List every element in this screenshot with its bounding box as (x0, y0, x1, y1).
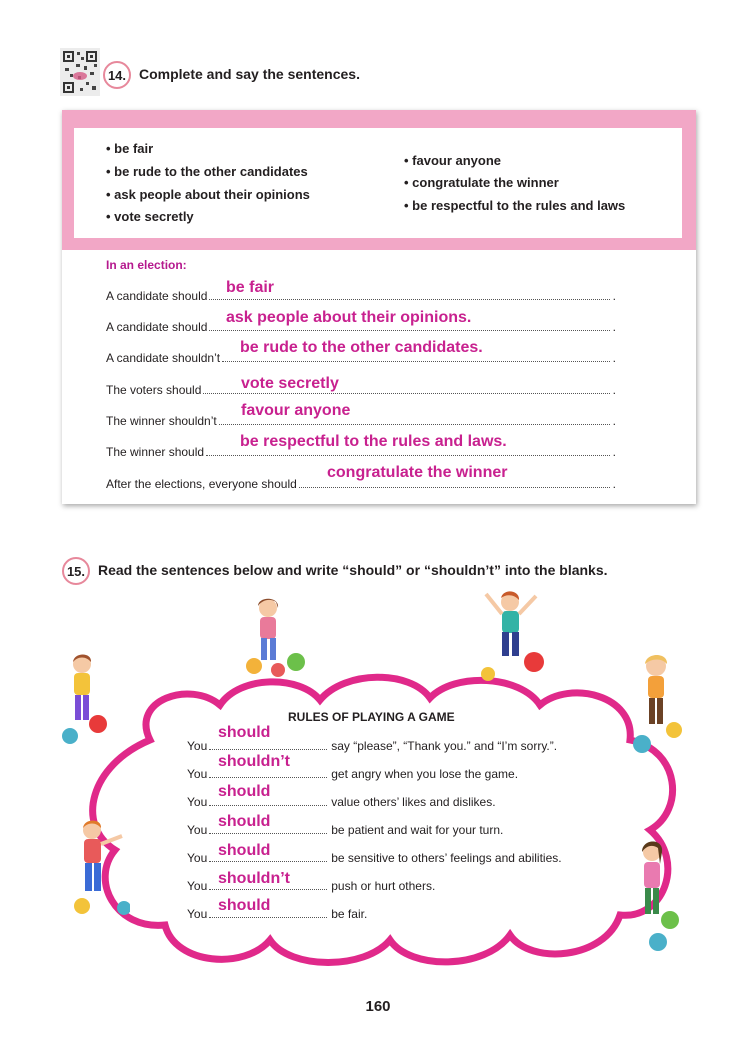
rule-subject: You (187, 851, 208, 865)
rule-subject: You (187, 907, 208, 921)
end-mark: . (612, 289, 616, 303)
answer-blank[interactable] (209, 889, 327, 890)
rule-rest: value others’ likes and dislikes. (331, 795, 496, 809)
answer-blank[interactable] (209, 777, 327, 778)
exercise-14-title: Complete and say the sentences. (139, 66, 360, 82)
answer-text: congratulate the winner (327, 464, 508, 481)
answer-text: vote secretly (241, 375, 339, 392)
rule-rest: say “please”, “Thank you.” and “I’m sorry.”. (331, 739, 558, 753)
girl-smiling-icon (624, 838, 684, 956)
answer-blank[interactable] (209, 861, 327, 862)
answer-blank[interactable] (299, 486, 610, 488)
rule-subject: You (187, 739, 208, 753)
sentence-line (106, 377, 616, 397)
sentence-line (106, 408, 616, 428)
rules-title: RULES OF PLAYING A GAME (288, 710, 455, 724)
sentence-prefix: The voters should (106, 383, 202, 397)
answer-blank[interactable] (222, 360, 610, 362)
exercise-14-number: 14. (103, 61, 131, 89)
boy-jumping-icon (478, 588, 548, 684)
answer-text: favour anyone (241, 402, 351, 419)
exercise-15-title: Read the sentences below and write “should” or “shouldn’t” into the blanks. (98, 562, 608, 578)
answer-blank[interactable] (206, 454, 610, 456)
option-left-4: • vote secretly (106, 209, 194, 224)
end-mark: . (612, 351, 616, 365)
option-right-3: • be respectful to the rules and laws (404, 198, 626, 213)
answer-blank[interactable] (209, 329, 609, 331)
qr-code-icon[interactable] (60, 48, 100, 96)
rule-answer: should (218, 842, 271, 859)
option-left-2: • be rude to the other candidates (106, 164, 308, 179)
option-left-1: • be fair (106, 141, 154, 156)
boy-running-icon (70, 816, 130, 920)
end-mark: . (612, 414, 616, 428)
option-right-1: • favour anyone (404, 153, 502, 168)
answer-blank[interactable] (209, 298, 609, 300)
answer-blank[interactable] (209, 833, 327, 834)
answer-text: ask people about their opinions. (226, 309, 472, 326)
answer-blank[interactable] (209, 749, 327, 750)
end-mark: . (612, 383, 616, 397)
girl-with-balloons-icon (240, 596, 310, 680)
sentence-prefix: A candidate should (106, 289, 208, 303)
sentence-prefix: After the elections, everyone should (106, 477, 297, 491)
rule-answer: should (218, 813, 271, 830)
end-mark: . (612, 320, 616, 334)
rule-rest: get angry when you lose the game. (331, 767, 519, 781)
end-mark: . (612, 477, 616, 491)
answer-text: be fair (226, 279, 275, 296)
rule-rest: push or hurt others. (331, 879, 436, 893)
exercise-15-number: 15. (62, 557, 90, 585)
rule-line (187, 903, 367, 921)
rule-subject: You (187, 795, 208, 809)
blonde-kid-icon (630, 650, 686, 756)
answer-text: be rude to the other candidates. (240, 339, 483, 356)
answer-blank[interactable] (209, 917, 327, 918)
sentence-prefix: A candidate shouldn’t (106, 351, 221, 365)
rule-subject: You (187, 823, 208, 837)
option-left-3: • ask people about their opinions (106, 187, 310, 202)
boy-waving-icon (60, 650, 110, 750)
rule-subject: You (187, 767, 208, 781)
sentence-prefix: The winner shouldn’t (106, 414, 217, 428)
rule-answer: should (218, 783, 271, 800)
rule-answer: should (218, 724, 271, 741)
sentence-prefix: The winner should (106, 445, 205, 459)
election-heading: In an election: (106, 258, 187, 272)
qr-code-graphic (60, 48, 100, 96)
option-right-2: • congratulate the winner (404, 175, 559, 190)
end-mark: . (612, 445, 616, 459)
page-number: 160 (365, 998, 391, 1015)
rule-answer: shouldn’t (218, 753, 290, 770)
rule-rest: be patient and wait for your turn. (331, 823, 504, 837)
rule-answer: shouldn’t (218, 870, 290, 887)
answer-text: be respectful to the rules and laws. (240, 433, 507, 450)
answer-blank[interactable] (219, 423, 610, 425)
answer-blank[interactable] (209, 805, 327, 806)
rule-rest: be sensitive to others’ feelings and abilities. (331, 851, 562, 865)
rule-rest: be fair. (331, 907, 368, 921)
sentence-prefix: A candidate should (106, 320, 208, 334)
rule-answer: should (218, 897, 271, 914)
rule-subject: You (187, 879, 208, 893)
sentence-line (106, 283, 616, 303)
